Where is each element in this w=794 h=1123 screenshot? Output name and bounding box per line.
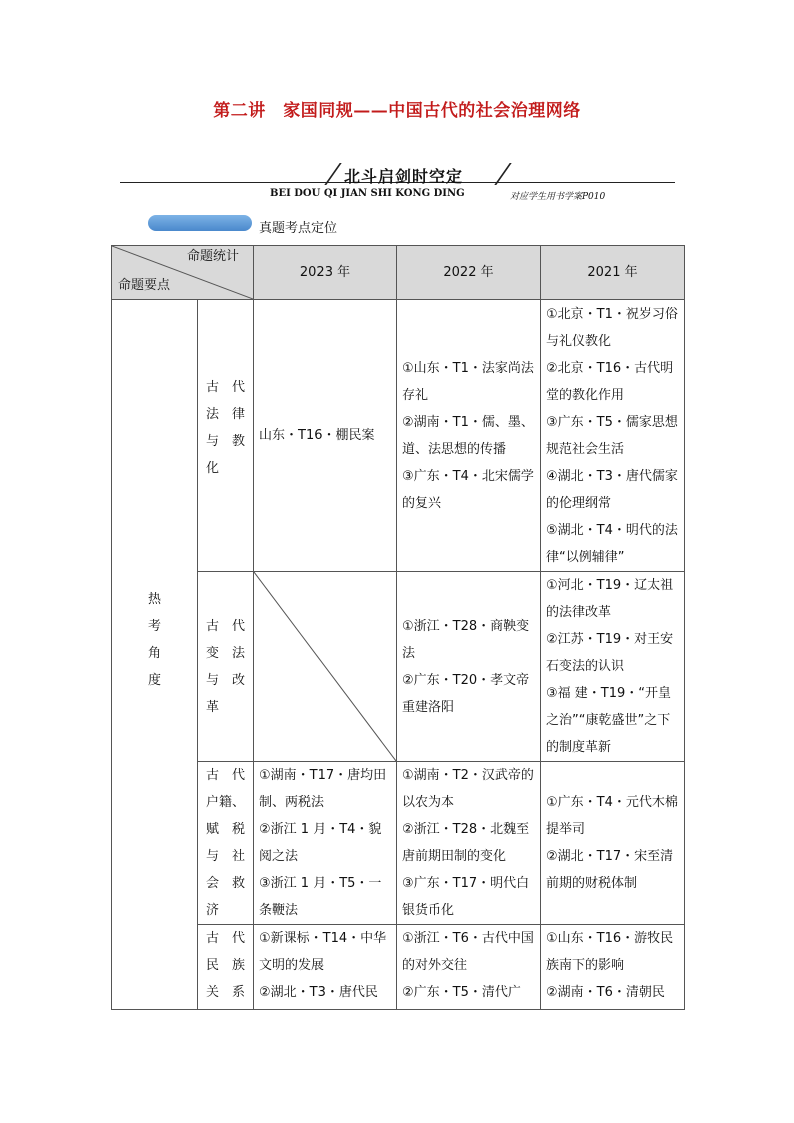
topic-cell [198,300,254,572]
category-cell [112,300,198,1010]
cell-entry: ①河北・T19・辽太祖的法律改革 [546,578,674,620]
cell-entry: ⑤湖北・T4・明代的法律“以例辅律” [546,522,678,565]
cell-entry: ②广东・T5・清代广 [402,985,521,1000]
table-corner-cell [112,246,254,300]
topic-line: 化 [206,461,220,476]
page-title: 第二讲 家国同规——中国古代的社会治理网络 [213,101,581,121]
cell-entry: ②江苏・T19・对王安石变法的认识 [546,632,674,674]
cell-entry: ②浙江 1 月・T4・貌阅之法 [259,822,382,864]
topic-cell [198,925,254,1010]
cell-entry: ①湖南・T2・汉武帝的以农为本 [402,768,534,810]
topic-line: 法 律 [206,407,246,422]
cell-entry: ②北京・T16・古代明堂的教化作用 [546,360,674,403]
table-cell [541,300,685,572]
banner-pinyin: BEI DOU QI JIAN SHI KONG DING [270,188,465,199]
corner-bottom-label: 命题要点 [118,278,171,293]
topic-line: 与 社 [206,849,246,864]
topic-line: 与 教 [206,434,246,449]
topic-line: 关 系 [206,985,246,1000]
topic-line: 济 [206,903,220,918]
banner-reference: 对应学生用书学案P010 [510,192,606,202]
table-cell [254,925,397,1010]
corner-top-label: 命题统计 [186,249,239,264]
cell-entry: ③广东・T5・儒家思想规范社会生活 [546,414,678,457]
cell-entry: ①广东・T4・元代木棉提举司 [546,795,678,837]
cell-entry: ③福 建・T19・“开皇之治”“康乾盛世”之下的制度革新 [546,686,672,755]
cell-entry: ②广东・T20・孝文帝重建洛阳 [402,672,530,715]
topic-line: 户籍、 [206,795,246,810]
cell-entry: 山东・T16・棚民案 [259,428,375,443]
table-cell [254,300,397,572]
banner-title: 北斗启剑时空定 [344,167,464,186]
cell-entry: ②浙江・T28・北魏至唐前期田制的变化 [402,822,530,864]
topic-line: 古 代 [206,931,246,946]
cell-entry: ①浙江・T28・商鞅变法 [402,618,530,661]
category-char: 角 [147,645,161,661]
cell-entry: ③广东・T4・北宋儒学的复兴 [402,468,534,511]
cell-entry: ①山东・T16・游牧民族南下的影响 [546,931,674,973]
topic-line: 民 族 [206,958,246,973]
topic-cell [198,762,254,925]
year-header: 2022 年 [397,246,541,300]
table-cell [254,762,397,925]
section-marker [148,215,252,231]
cell-entry: ②湖南・T1・儒、墨、道、法思想的传播 [402,414,534,457]
category-char: 热 [147,591,161,607]
table-cell [541,925,685,1010]
table-cell [541,762,685,925]
cell-entry: ③浙江 1 月・T5・一条鞭法 [259,876,382,918]
year-header: 2021 年 [541,246,685,300]
topic-line: 变 法 [206,645,246,661]
cell-entry: ③广东・T17・明代白银货币化 [402,876,530,918]
table-cell [397,925,541,1010]
exam-table [111,245,685,1010]
section-label: 真题考点定位 [259,221,338,236]
year-header: 2023 年 [254,246,397,300]
topic-line: 古 代 [206,768,246,783]
cell-entry: ②湖北・T17・宋至清前期的财税体制 [546,849,674,891]
table-cell [541,572,685,762]
table-cell [397,300,541,572]
cell-entry: ①北京・T1・祝岁习俗与礼仪教化 [546,306,678,349]
cell-entry: ②湖北・T3・唐代民 [259,985,378,1000]
cell-entry: ①新课标・T14・中华文明的发展 [259,931,387,973]
category-char: 度 [147,672,161,688]
empty-cell [254,572,397,762]
cell-entry: ①山东・T1・法家尚法存礼 [402,360,534,403]
topic-line: 古 代 [206,618,246,634]
topic-cell [198,572,254,762]
cell-entry: ①湖南・T17・唐均田制、两税法 [259,768,387,810]
cell-entry: ④湖北・T3・唐代儒家的伦理纲常 [546,468,678,511]
topic-line: 会 救 [206,876,246,891]
topic-line: 古 代 [206,380,246,395]
cell-entry: ②湖南・T6・清朝民 [546,985,665,1000]
table-cell [397,572,541,762]
topic-line: 革 [206,699,220,715]
topic-line: 与 改 [206,672,246,688]
table-cell [397,762,541,925]
cell-entry: ①浙江・T6・古代中国的对外交往 [402,931,534,973]
topic-line: 赋 税 [206,822,246,837]
category-char: 考 [147,618,161,634]
